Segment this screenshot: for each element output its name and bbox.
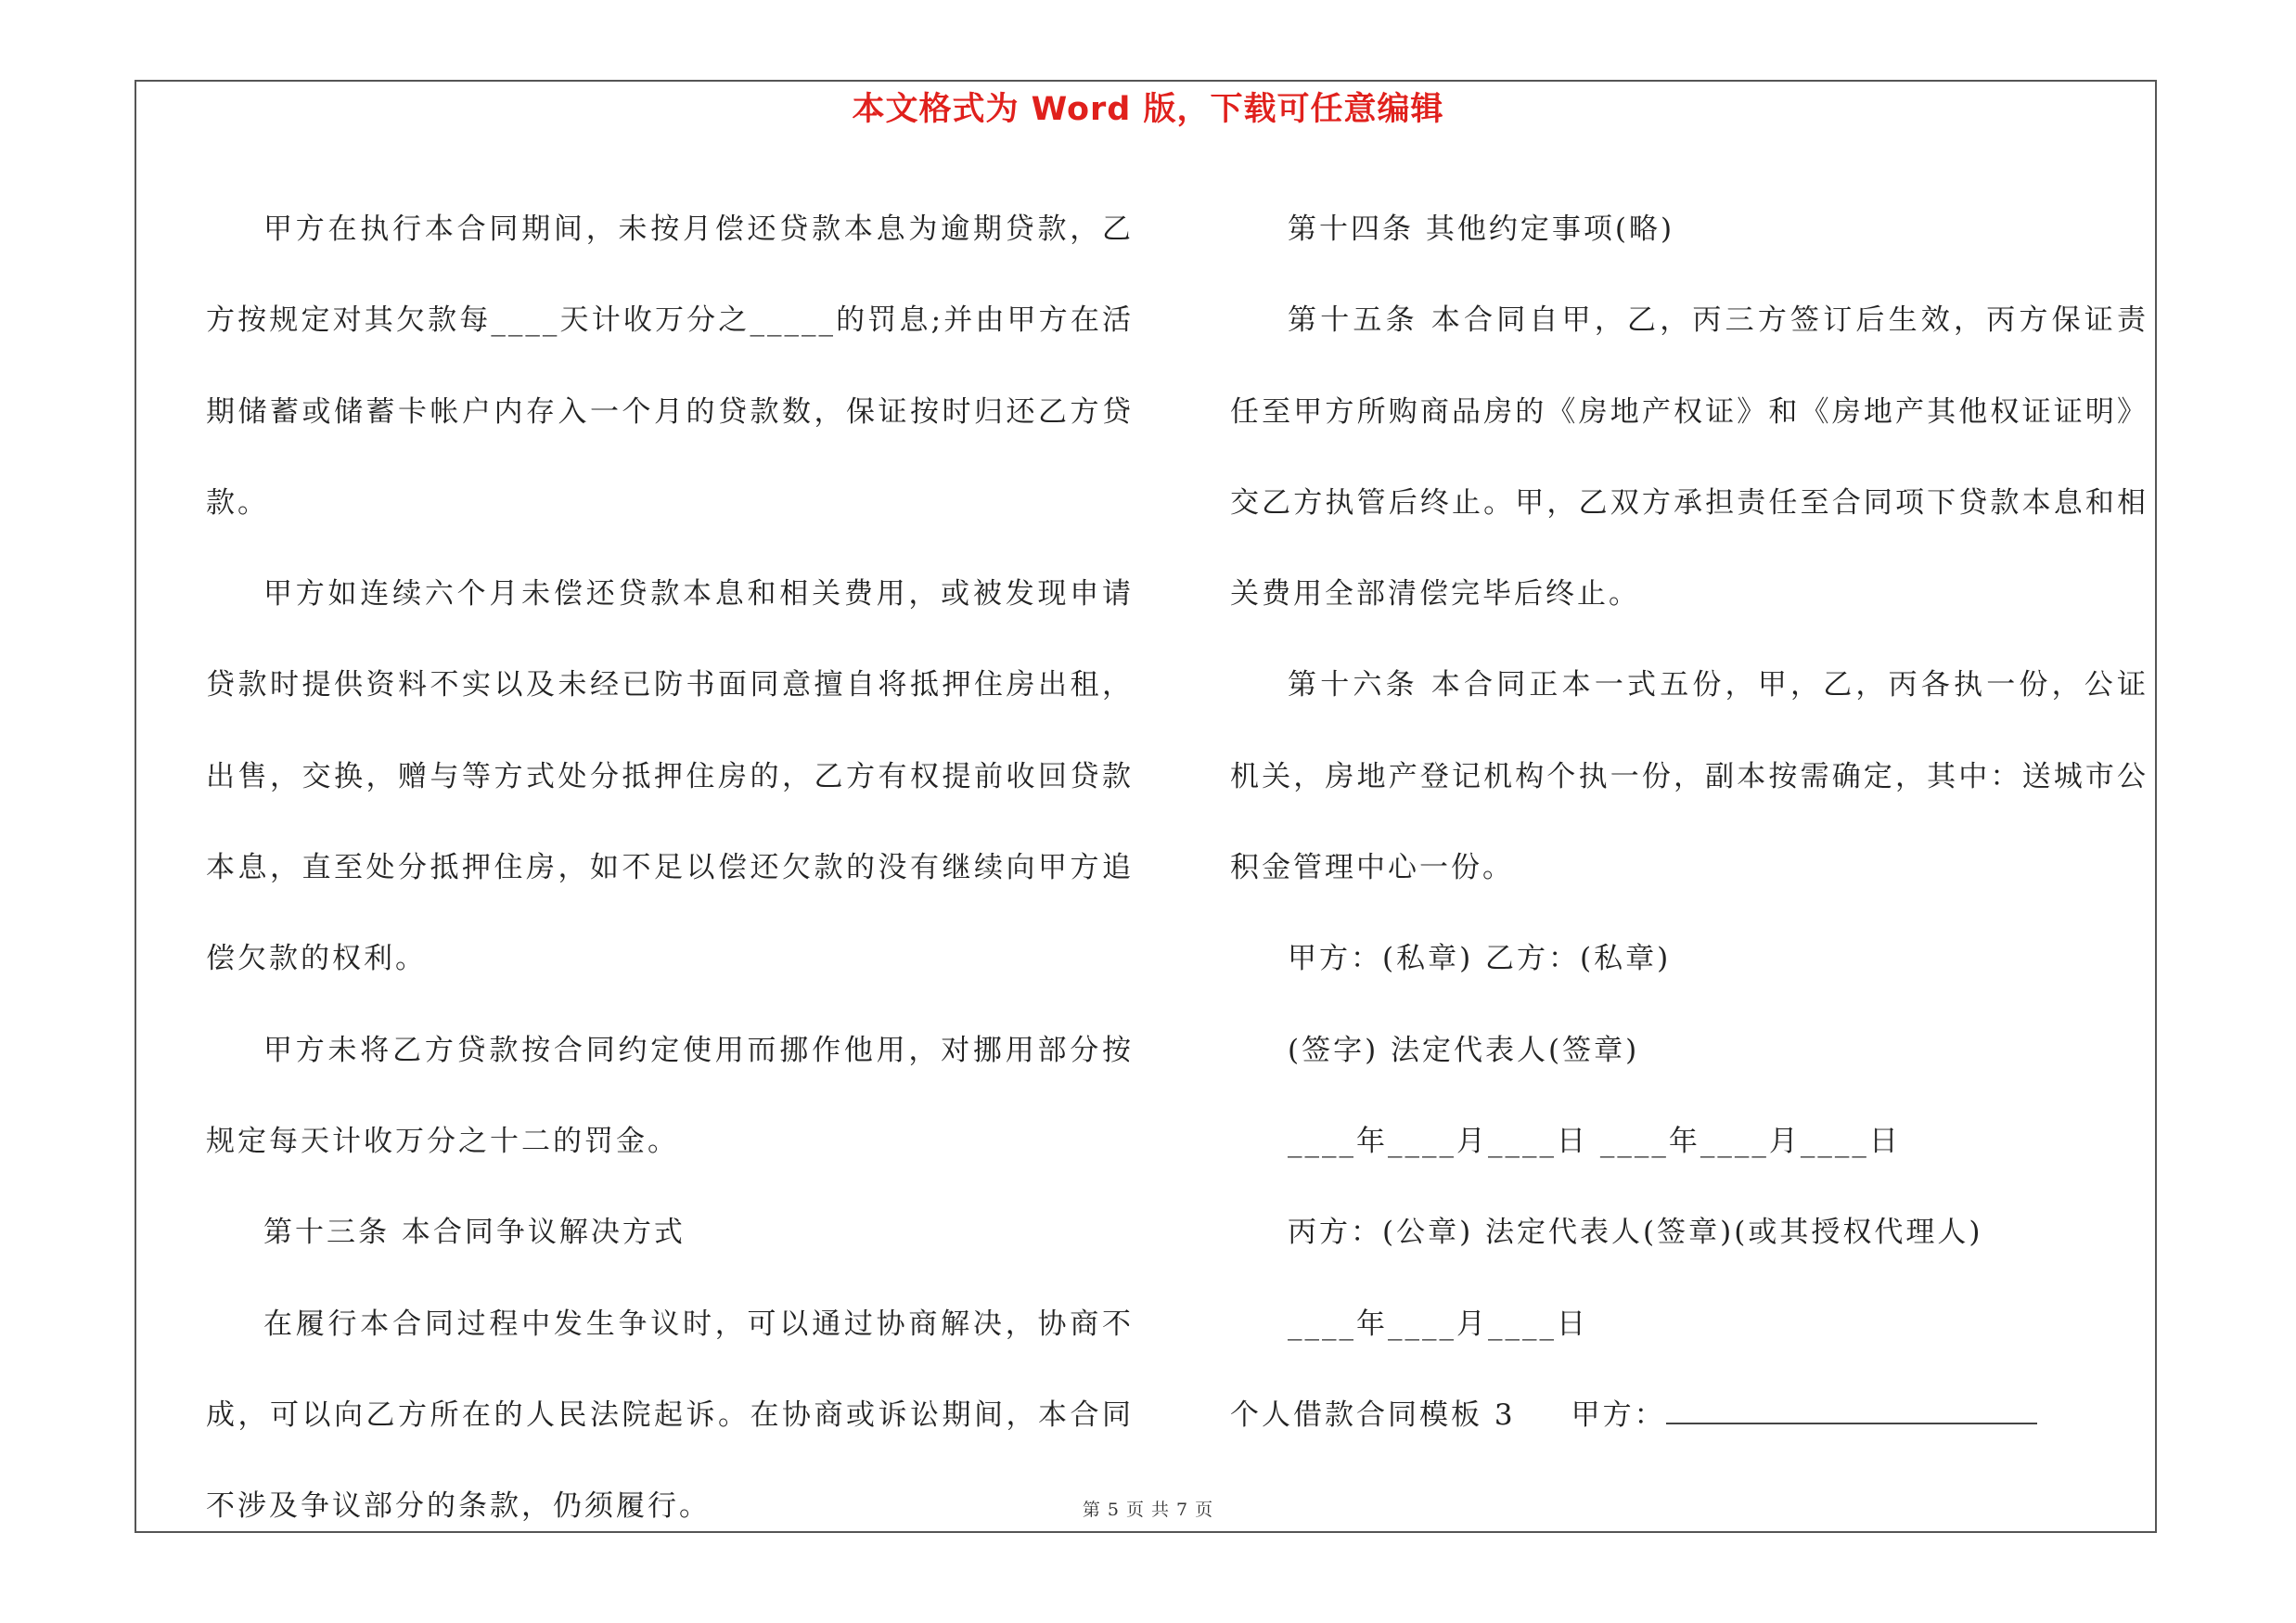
- date-line-a-b: ____年____月____日 ____年____月____日: [1288, 1124, 1901, 1158]
- word-format-banner: 本文格式为 Word 版，下载可任意编辑: [852, 91, 1444, 128]
- next-template-line: [1230, 1370, 2148, 1461]
- next-template-title: 个人借款合同模板 3: [1230, 1398, 1516, 1432]
- article-13-heading: 第十三条 本合同争议解决方式: [263, 1216, 686, 1250]
- date-line-c: ____年____月____日: [1288, 1307, 1588, 1341]
- page-indicator: 第 5 页 共 7 页: [1082, 1500, 1214, 1520]
- paragraph-early-recall: 甲方如连续六个月未偿还贷款本息和相关费用，或被发现申请贷款时提供资料不实以及未经已防书面同意擅自将抵押住房出租，出售，交换，赠与等方式处分抵押住房的，乙方有权提前收回贷款本息，直至处分抵押住房，如不足以偿还欠款的没有继续向甲方追偿欠款的权利。: [206, 577, 1134, 976]
- signature-party-a-b: 甲方：(私章) 乙方：(私章): [1288, 942, 1672, 976]
- paragraph-dispute-resolution: 在履行本合同过程中发生争议时，可以通过协商解决，协商不成，可以向乙方所在的人民法院起诉。在协商或诉讼期间，本合同不涉及争议部分的条款，仍须履行。: [206, 1307, 1134, 1524]
- paragraph-misuse-fine: 甲方未将乙方贷款按合同约定使用而挪作他用，对挪用部分按规定每天计收万分之十二的罚金。: [206, 1033, 1134, 1158]
- paragraph-article-15: 第十五条 本合同自甲，乙，丙三方签订后生效，丙方保证责任至甲方所购商品房的《房地产权证》和《房地产其他权证证明》交乙方执管后终止。甲，乙双方承担责任至合同项下贷款本息和相关费用全部清偿完毕后终止。: [1230, 303, 2148, 612]
- left-column: [206, 184, 1134, 1552]
- signature-party-c: 丙方：(公章) 法定代表人(签章)(或其授权代理人): [1288, 1216, 1983, 1250]
- signature-legal-rep: (签字) 法定代表人(签章): [1288, 1033, 1640, 1067]
- right-column: [1230, 184, 2148, 1461]
- paragraph-overdue-penalty: 甲方在执行本合同期间，未按月偿还贷款本息为逾期贷款，乙方按规定对其欠款每____天计收万分之_____的罚息;并由甲方在活期储蓄或储蓄卡帐户内存入一个月的贷款数，保证按时归还乙方贷款。: [206, 213, 1134, 520]
- article-14-heading: 第十四条 其他约定事项(略): [1288, 213, 1675, 246]
- party-a-blank: [1666, 1402, 2037, 1424]
- party-a-label: 甲方：: [1571, 1398, 1666, 1432]
- paragraph-article-16: 第十六条 本合同正本一式五份，甲，乙，丙各执一份，公证机关，房地产登记机构个执一份，副本按需确定，其中：送城市公积金管理中心一份。: [1230, 668, 2148, 885]
